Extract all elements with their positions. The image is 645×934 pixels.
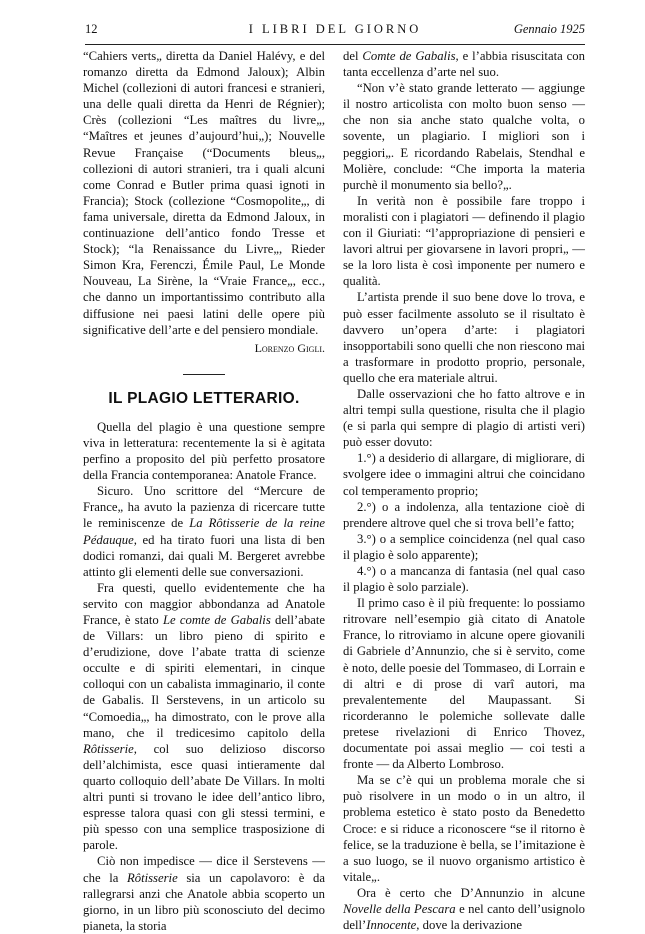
- item-number: 3.°): [357, 531, 376, 546]
- section-divider: [183, 374, 225, 375]
- paragraph: Fra questi, quello evidentemente che ha servito con maggior abbondanza ad Anatole France, è stato Le comte de Gabalis dell’abate de Villars: un libro pieno di spirito e d’erudizione, dove l’abate tratta di scienze occulte e di spiriti elementari, in cinque colloqui con un cabalista immaginario, il conte de Gabalis. Il Serstevens, in un articolo su “Comoedia„, ha dimostrato, con le prove alla mano, che il tredicesimo capitolo della Rôtisserie, col suo delizioso discorso dell’alchimista, esce quasi intieramente dal quarto colloquio dell’abate De Villars. In molti altri punti si trovano le idee dell’antico libro, espresse talora quasi con gli stessi termini, e più spesso con una semplice trasposizione di parole.: [83, 580, 325, 853]
- paragraph: Quella del plagio è una questione sempre viva in letteratura: recentemente la si è agitata perfino a proposito del più perfetto prosatore della Francia contemporanea: Anatole France.: [83, 419, 325, 483]
- paragraph: del Comte de Gabalis, e l’abbia risuscitata con tanta eccellenza d’arte nel suo.: [343, 49, 585, 80]
- book-title: Rôtisserie,: [83, 741, 137, 756]
- intro-text: “Cahiers verts„ diretta da Daniel Halévy, e del romanzo diretta da Edmond Jaloux); Albin Michel (collezioni di autori francesi e stranieri, una delle quali diretta da Henri de Régnier); Crès (collezioni “Les maîtres du livre„, “Maîtres et jeunes d’aujourd’hui„); Nouvelle Revue Française (“Documents bleus„, collezioni di autori stranieri, tra i quali alcuni come Conrad e Butler prima quasi ignoti in Francia); Stock (collezione “Cosmopolite„, di fama universale, diretta da Edmond Jaloux, in continuazione dell’antico fondo Tresse et Stock); “la Renaissance du Livre„, Rieder Simon Kra, Ferenczi, Émile Paul, Le Monde Nouveau, La Sirène, la “Vraie France„, ecc., che danno un importantissimo contributo alla diffusione nei paesi latini delle opere più significative dell’arte e del pensiero mondiale.: [83, 49, 325, 337]
- book-title: La Rôtisserie de la reine Pédauque,: [83, 516, 326, 547]
- right-column: [343, 48, 585, 933]
- list-item: 3.°) o a semplice coincidenza (nel qual caso il plagio è solo apparente);: [343, 531, 585, 562]
- book-title: Novelle della Pescara: [343, 901, 456, 916]
- paragraph: L’artista prende il suo bene dove lo trova, e può esser facilmente assoluto se il risultato è davvero un’opera d’arte: i plagiatori insopportabili sono quelli che non riescono mai a trasformare in prodotto proprio, personale, quello che era materiale altrui.: [343, 290, 585, 385]
- author-signature: Lorenzo Gigli.: [254, 340, 325, 355]
- page-number: 12: [85, 22, 98, 36]
- book-title: Le comte de Gabalis: [162, 613, 271, 627]
- paragraph: Ora è certo che D’Annunzio in alcune Novelle della Pescara e nel canto dell’usignolo dell’Innocente, dove la derivazione: [343, 885, 585, 933]
- paragraph: Sicuro. Uno scrittore del “Mercure de France„ ha avuto la pazienza di ricercare tutte le reminiscenze de La Rôtisserie de la reine Pédauque, ed ha tirato fuori una lista di ben dodici romanzi, dai quali M. Bergeret avrebbe attinto gli elementi delle sue conversazioni.: [83, 484, 326, 579]
- book-title: Comte de Gabalis,: [362, 49, 459, 63]
- book-title: Rôtisserie: [126, 870, 178, 885]
- book-title: Innocente,: [366, 918, 420, 933]
- paragraph: Ma se c’è qui un problema morale che si può risolvere in un modo o in un altro, il problema estetico è stato posto da Benedetto Croce: e si riduce a riconoscere “se il ritorno è felice, se la traduzione è bella, se l’imitazione è a suo luogo, se il nuovo organismo artistico è vitale„.: [343, 773, 585, 884]
- previous-article-ending: [83, 48, 325, 355]
- issue-date: Gennaio 1925: [513, 22, 585, 36]
- item-number: 1.°): [357, 451, 376, 466]
- journal-title: I LIBRI DEL GIORNO: [248, 22, 422, 36]
- article-title: IL PLAGIO LETTERARIO.: [108, 389, 300, 407]
- list-item: 2.°) o a indolenza, alla tentazione cioè di prendere altrove quel che si trova bell’e fatto;: [343, 499, 585, 530]
- item-number: 4.°): [357, 564, 376, 578]
- header-rule: [85, 44, 585, 45]
- paragraph: Dalle osservazioni che ho fatto altrove e in altri tempi sulla questione, risulta che il plagio (e si parla qui sempre di plagio di artisti veri) può esser dovuto:: [343, 386, 585, 450]
- list-item: 4.°) o a mancanza di fantasia (nel qual caso il plagio è solo parziale).: [343, 564, 585, 595]
- paragraph: In verità non è possibile fare troppo i moralisti con i plagiatori — definendo il plagio con il Giuriati: “l’appropriazione di pensieri e lavori altrui per giovarsene in lavori propri„ — se la loro lista è così imponente per numero e qualità.: [343, 193, 585, 289]
- item-number: 2.°): [357, 499, 376, 514]
- paragraph: Il primo caso è il più frequente: lo possiamo ritrovare nell’esempio già citato di Anatole France, lo ritroviamo in alcune opere giovanili di Gabriele d’Annunzio, che si è servito, come è noto, delle poesie del Tommaseo, di Lorrain e di altri e di prose di varî autori, ma prevalentemente del Maupassant. Si ricorderanno le polemiche sollevate dalle pretese rivelazioni di Enrico Thovez, documentate poi assai meglio — coi testi a fronte — da Alberto Lombroso.: [343, 596, 585, 772]
- paragraph: Ciò non impedisce — dice il Serstevens — che la Rôtisserie sia un capolavoro: è da rallegrarsi anzi che Anatole abbia scoperto un giorno, in un libro più sconosciuto del decimo pianeta, la storia: [83, 854, 325, 933]
- running-header: [85, 22, 585, 40]
- paragraph: “Non v’è stato grande letterato — aggiunge il nostro articolista con molto buon senso — che non sia anche stato qualche volta, o sovente, un plagiario. I migliori son i peggiori„. E ricordando Rabelais, Stendhal e Molière, conclude: “Che importa la materia purchè il monumento sia bello?„.: [343, 81, 585, 192]
- left-column: [83, 48, 325, 934]
- list-item: 1.°) a desiderio di allargare, di migliorare, di svolgere idee o immagini altrui che coincidano col temperamento proprio;: [343, 451, 585, 498]
